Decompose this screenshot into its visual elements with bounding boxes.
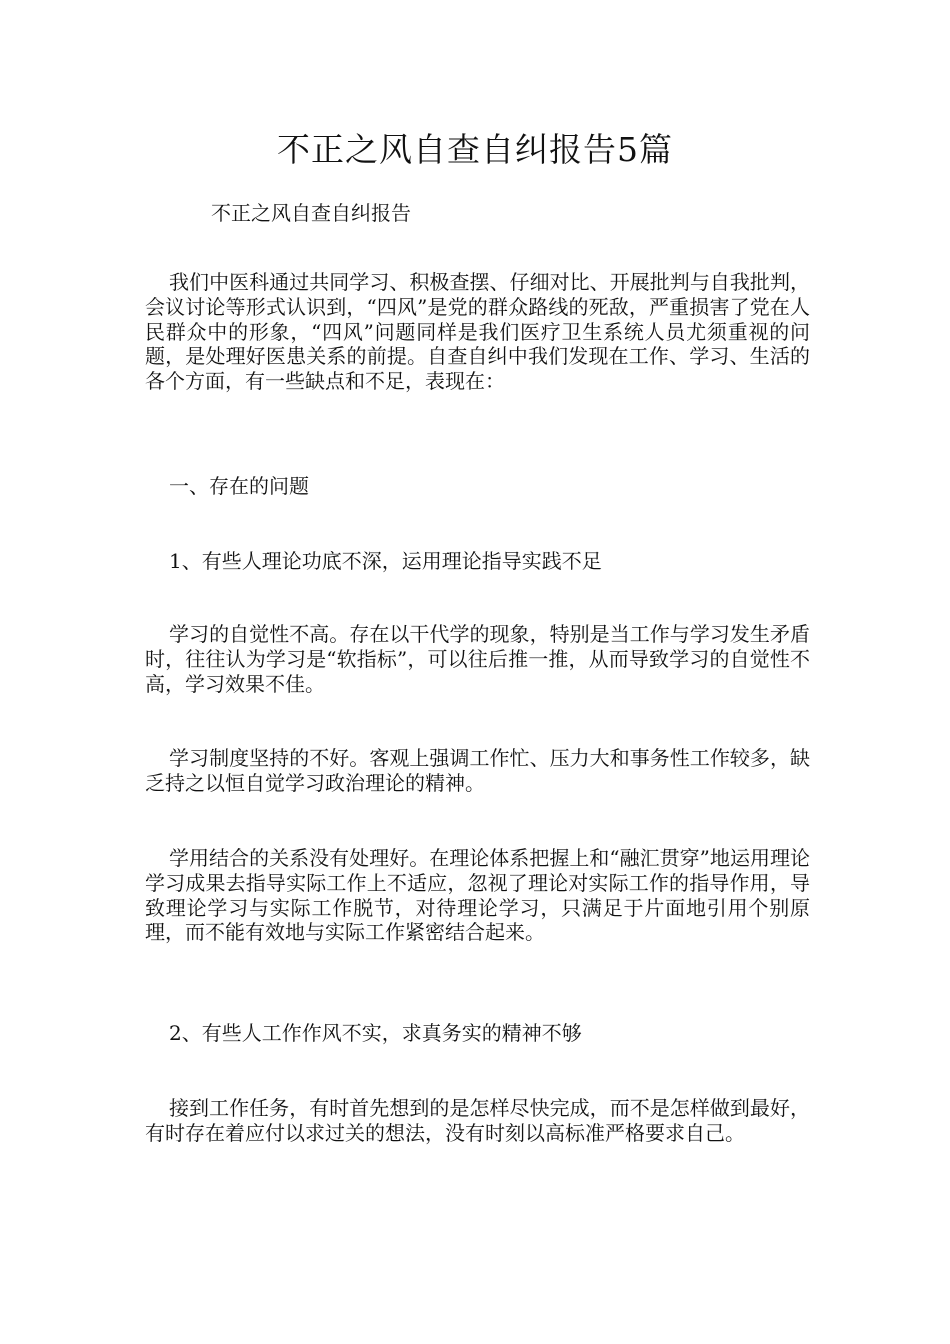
paragraph-study-awareness: 学习的自觉性不高。存在以干代学的现象，特别是当工作与学习发生矛盾时，往往认为学习是“软指标”，可以往后推一推，从而导致学习的自觉性不高，学习效果不佳。 xyxy=(145,622,810,696)
paragraph-work-style: 接到工作任务，有时首先想到的是怎样尽快完成，而不是怎样做到最好，有时存在着应付以求过关的想法，没有时刻以高标准严格要求自己。 xyxy=(145,1096,810,1145)
item-heading-1: 1、有些人理论功底不深，运用理论指导实践不足 xyxy=(169,549,602,573)
paragraph-study-system: 学习制度坚持的不好。客观上强调工作忙、压力大和事务性工作较多，缺乏持之以恒自觉学习政治理论的精神。 xyxy=(145,746,810,795)
paragraph-theory-practice: 学用结合的关系没有处理好。在理论体系把握上和“融汇贯穿”地运用理论学习成果去指导实际工作上不适应，忽视了理论对实际工作的指导作用，导致理论学习与实际工作脱节，对待理论学习，只满足于片面地引用个别原理，而不能有效地与实际工作紧密结合起来。 xyxy=(145,846,810,945)
document-title: 不正之风自查自纠报告5篇 xyxy=(277,130,673,169)
section-heading-problems: 一、存在的问题 xyxy=(169,474,309,498)
item-heading-2: 2、有些人工作作风不实，求真务实的精神不够 xyxy=(169,1021,582,1045)
intro-paragraph: 我们中医科通过共同学习、积极查摆、仔细对比、开展批判与自我批判，会议讨论等形式认识到，“四风”是党的群众路线的死敌，严重损害了党在人民群众中的形象，“四风”问题同样是我们医疗卫生系统人员尤须重视的问题，是处理好医患关系的前提。自查自纠中我们发现在工作、学习、生活的各个方面，有一些缺点和不足，表现在： xyxy=(145,270,810,394)
document-subtitle: 不正之风自查自纠报告 xyxy=(211,201,411,225)
